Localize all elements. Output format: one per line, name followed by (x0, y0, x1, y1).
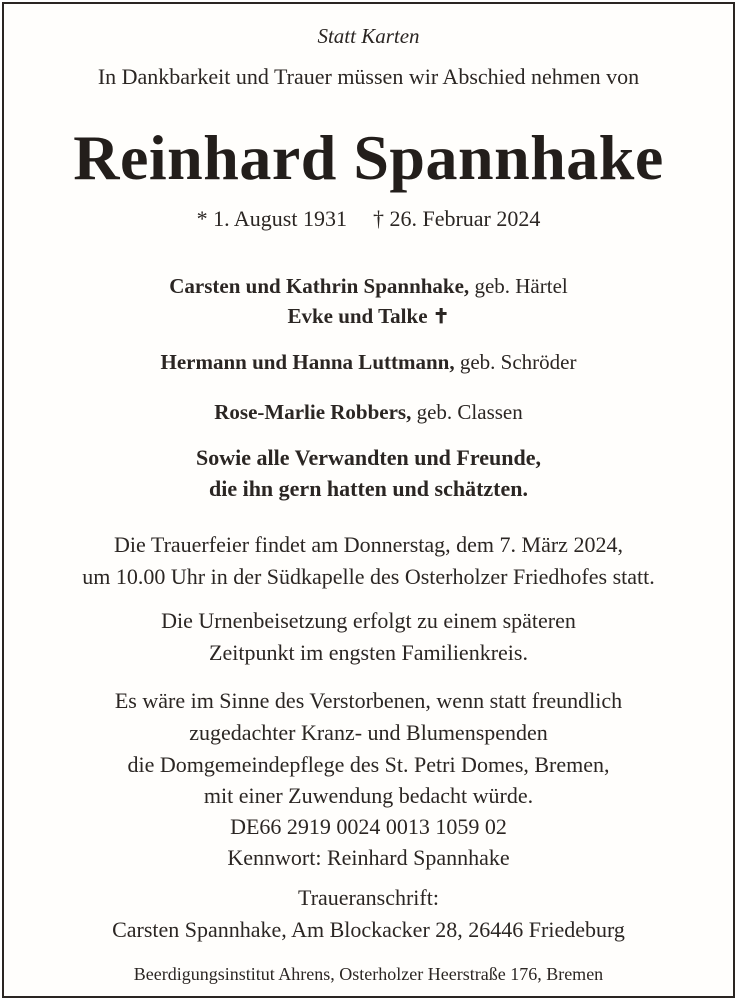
deceased-name: Reinhard Spannhake (73, 122, 664, 193)
funeral-home-footer: Beerdigungsinstitut Ahrens, Osterholzer Heerstraße 176, Bremen (133, 964, 604, 984)
donation-keyword: Kennwort: Reinhard Spannhake (227, 845, 510, 870)
mourner-name: Evke und Talke (287, 304, 428, 328)
ceremony-line-1: Die Trauerfeier findet am Donnerstag, dem 7. März 2024, (114, 532, 623, 557)
donation-line-1: Es wäre im Sinne des Verstorbenen, wenn statt freundlich (114, 688, 623, 713)
burial-line-1: Die Urnenbeisetzung erfolgt zu einem späteren (161, 608, 576, 633)
intro-text: In Dankbarkeit und Trauer müssen wir Abschied nehmen von (97, 64, 640, 89)
donation-line-2: zugedachter Kranz- und Blumenspenden (189, 720, 548, 745)
death-date: † 26. Februar 2024 (372, 206, 541, 231)
burial-line-2: Zeitpunkt im engsten Familienkreis. (209, 640, 528, 665)
mourner-maiden-name: geb. Schröder (454, 350, 577, 374)
mourner-name: Carsten und Kathrin Spannhake, (169, 274, 470, 298)
mourner-maiden-name: geb. Classen (411, 400, 523, 424)
header-note: Statt Karten (317, 24, 420, 48)
relatives-line-1: Sowie alle Verwandten und Freunde, (196, 445, 541, 470)
mourner-name: Rose-Marlie Robbers, (214, 400, 412, 424)
mourner-line-2 (4, 306, 733, 327)
mourner-line-4 (4, 402, 733, 423)
cross-icon: ✝ (432, 306, 450, 328)
relatives-line-2: die ihn gern hatten und schätzten. (208, 476, 529, 501)
donation-line-3: die Domgemeindepflege des St. Petri Domes, Bremen, (127, 752, 610, 777)
birth-date: * 1. August 1931 (196, 206, 347, 231)
mourner-line-1 (4, 276, 733, 297)
address-label: Traueranschrift: (298, 885, 439, 910)
ceremony-line-2: um 10.00 Uhr in der Südkapelle des Osterholzer Friedhofes statt. (82, 564, 655, 589)
obituary-notice (2, 2, 735, 998)
mourner-line-3 (4, 352, 733, 373)
mourner-maiden-name: geb. Härtel (469, 274, 568, 298)
mourner-name: Hermann und Hanna Luttmann, (160, 350, 455, 374)
donation-iban: DE66 2919 0024 0013 1059 02 (230, 814, 507, 839)
address-value: Carsten Spannhake, Am Blockacker 28, 26446 Friedeburg (112, 917, 625, 942)
life-dates (4, 208, 733, 230)
donation-line-4: mit einer Zuwendung bedacht würde. (203, 783, 534, 808)
